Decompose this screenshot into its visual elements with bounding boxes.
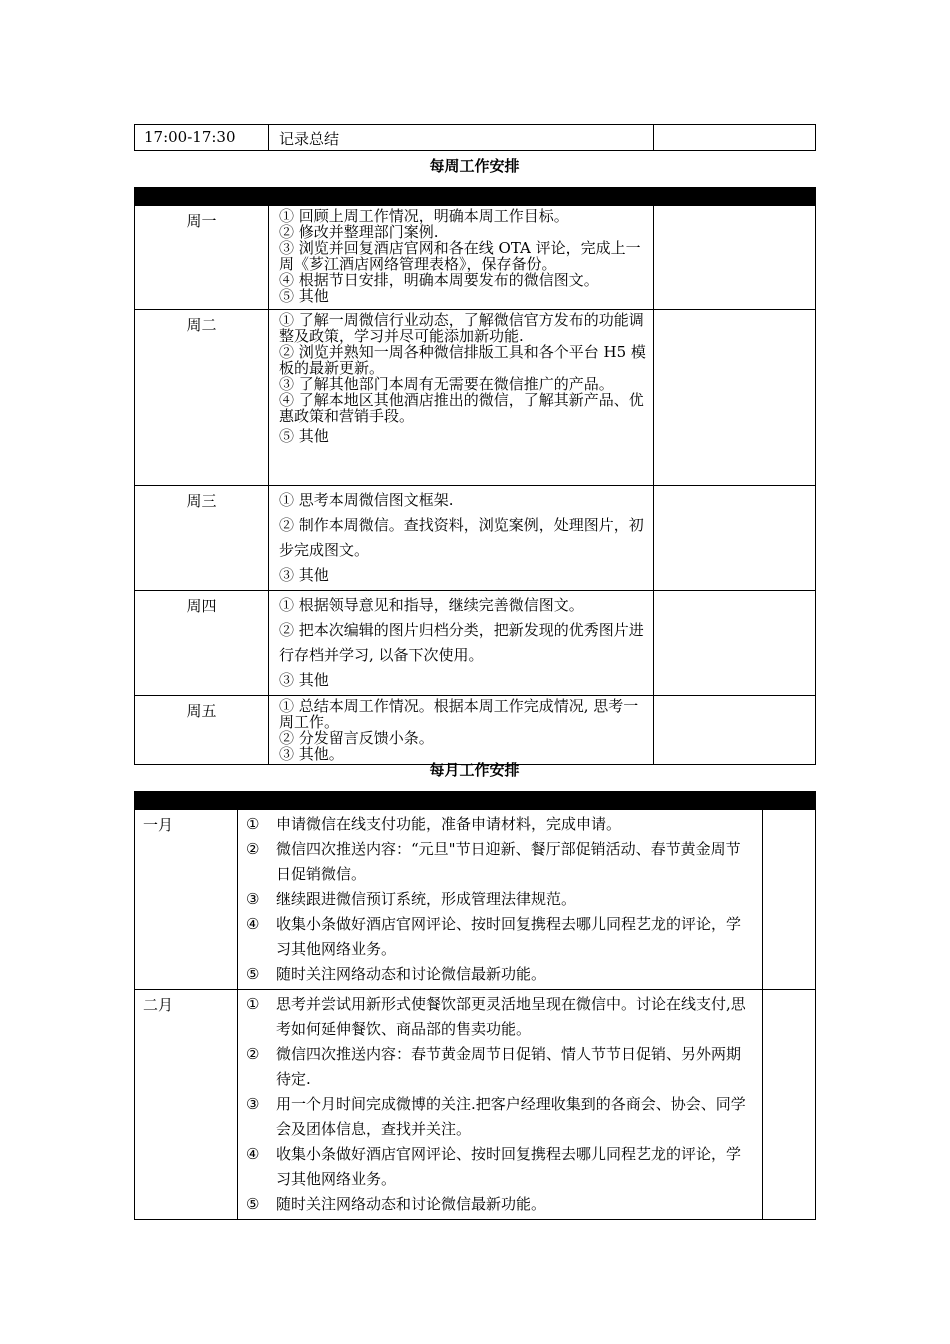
note-cell <box>654 310 816 486</box>
list-item <box>246 812 754 837</box>
list-item: ③ 了解其他部门本周有无需要在微信推广的产品。 <box>279 375 614 393</box>
item-number: ③ <box>246 1095 260 1113</box>
note-cell <box>763 810 816 990</box>
note-cell <box>654 696 816 765</box>
list-item: ④ 了解本地区其他酒店推出的微信，了解其新产品、优惠政策和营销手段。 <box>279 391 644 425</box>
table-row <box>135 125 816 151</box>
table-row <box>135 696 816 765</box>
table-row <box>135 206 816 310</box>
list-item: ③ 浏览并回复酒店官网和各在线 OTA 评论，完成上一周《芗江酒店网络管理表格》，保存备份。 <box>279 239 641 273</box>
list-item <box>246 837 754 887</box>
day-cell: 周二 <box>135 310 269 486</box>
tasks-cell <box>269 310 654 486</box>
table-row <box>135 486 816 591</box>
table-header-row <box>135 188 816 206</box>
list-item: ① 总结本周工作情况。根据本周工作完成情况, 思考一周工作。 <box>279 697 639 731</box>
table-header-row <box>135 792 816 810</box>
day-cell: 周三 <box>135 486 269 591</box>
tasks-cell <box>238 810 763 990</box>
item-text: 收集小条做好酒店官网评论、按时回复携程去哪儿同程艺龙的评论，学习其他网络业务。 <box>276 915 742 958</box>
list-item: ⑤ 其他 <box>279 427 329 445</box>
table-row <box>135 810 816 990</box>
item-number: ④ <box>246 915 260 933</box>
note-cell <box>654 486 816 591</box>
daily-schedule-table <box>134 124 816 151</box>
note-cell <box>763 990 816 1220</box>
list-item: ② 分发留言反馈小条。 <box>279 729 434 747</box>
list-item <box>246 992 754 1042</box>
day-cell: 周四 <box>135 591 269 696</box>
item-number: ① <box>246 995 260 1013</box>
weekly-heading: 每周工作安排 <box>429 157 520 175</box>
note-cell <box>654 591 816 696</box>
monthly-table <box>134 791 816 1220</box>
item-number: ③ <box>246 890 260 908</box>
list-item: ② 浏览并熟知一周各种微信排版工具和各个平台 H5 模板的最新更新。 <box>279 343 646 377</box>
item-number: ① <box>246 815 260 833</box>
list-item <box>246 962 754 987</box>
table-row <box>135 310 816 486</box>
item-number: ② <box>246 840 260 858</box>
item-number: ④ <box>246 1145 260 1163</box>
monthly-heading: 每月工作安排 <box>429 761 520 779</box>
item-text: 继续跟进微信预订系统，形成管理法律规范。 <box>276 890 577 908</box>
item-text: 随时关注网络动态和讨论微信最新功能。 <box>276 965 547 983</box>
list-item <box>246 1142 754 1192</box>
list-item: ① 思考本周微信图文框架. <box>279 491 454 509</box>
note-cell <box>654 125 816 151</box>
item-number: ② <box>246 1045 260 1063</box>
item-number: ⑤ <box>246 1195 260 1213</box>
list-item: ① 根据领导意见和指导，继续完善微信图文。 <box>279 596 584 614</box>
tasks-cell <box>269 486 654 591</box>
list-item: ③ 其他 <box>279 671 329 689</box>
list-item <box>246 912 754 962</box>
list-item: ① 了解一周微信行业动态，了解微信官方发布的功能调整及政策，学习并尽可能添加新功能. <box>279 311 644 345</box>
list-item: ② 把本次编辑的图片归档分类，把新发现的优秀图片进行存档并学习, 以备下次使用。 <box>279 621 644 664</box>
item-text: 收集小条做好酒店官网评论、按时回复携程去哪儿同程艺龙的评论，学习其他网络业务。 <box>276 1145 742 1188</box>
list-item: ③ 其他。 <box>279 745 344 763</box>
month-cell: 一月 <box>135 810 238 990</box>
tasks-cell <box>238 990 763 1220</box>
item-text: 随时关注网络动态和讨论微信最新功能。 <box>276 1195 547 1213</box>
list-item: ③ 其他 <box>279 566 329 584</box>
day-cell: 周五 <box>135 696 269 765</box>
list-item <box>246 1092 754 1142</box>
table-row <box>135 990 816 1220</box>
list-item: ① 回顾上周工作情况，明确本周工作目标。 <box>279 207 569 225</box>
weekly-table <box>134 187 816 765</box>
note-cell <box>654 206 816 310</box>
month-cell: 二月 <box>135 990 238 1220</box>
task-cell: 记录总结 <box>269 125 654 151</box>
list-item: ⑤ 其他 <box>279 287 329 305</box>
list-item: ② 制作本周微信。查找资料，浏览案例，处理图片，初步完成图文。 <box>279 516 644 559</box>
list-item: ② 修改并整理部门案例. <box>279 223 439 241</box>
time-cell: 17:00-17:30 <box>135 125 269 151</box>
tasks-cell <box>269 591 654 696</box>
item-number: ⑤ <box>246 965 260 983</box>
table-row <box>135 591 816 696</box>
list-item <box>246 887 754 912</box>
tasks-cell <box>269 206 654 310</box>
day-cell: 周一 <box>135 206 269 310</box>
list-item <box>246 1042 754 1092</box>
item-text: 申请微信在线支付功能，准备申请材料，完成申请。 <box>276 815 622 833</box>
list-item: ④ 根据节日安排，明确本周要发布的微信图文。 <box>279 271 599 289</box>
item-text: 微信四次推送内容：“元旦"节日迎新、餐厅部促销活动、春节黄金周节日促销微信。 <box>276 840 741 883</box>
item-text: 微信四次推送内容：春节黄金周节日促销、情人节节日促销、另外两期待定. <box>276 1045 742 1088</box>
item-text: 用一个月时间完成微博的关注.把客户经理收集到的各商会、协会、同学会及团体信息，查找并关注。 <box>276 1095 746 1138</box>
list-item <box>246 1192 754 1217</box>
tasks-cell <box>269 696 654 765</box>
item-text: 思考并尝试用新形式使餐饮部更灵活地呈现在微信中。讨论在线支付,思考如何延伸餐饮、商品部的售卖功能。 <box>276 995 746 1038</box>
